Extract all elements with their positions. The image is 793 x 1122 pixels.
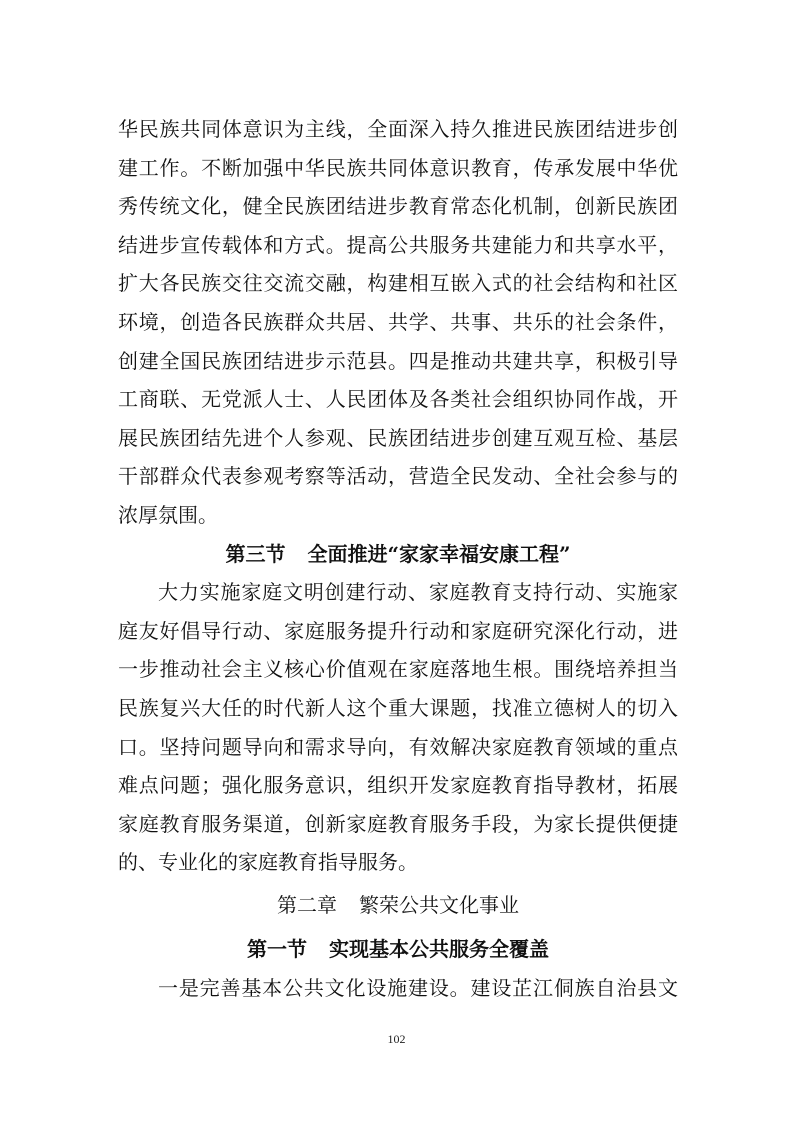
body-paragraph	[118, 573, 678, 882]
text-line: 难点问题；强化服务意识，组织开发家庭教育指导教材，拓展	[118, 773, 678, 798]
text-line: 一是完善基本公共文化设施建设。建设芷江侗族自治县文	[158, 976, 678, 1001]
chapter-title: 繁荣公共文化事业	[359, 892, 519, 917]
section-number: 第三节	[225, 541, 286, 566]
text-line: 大力实施家庭文明创建行动、家庭教育支持行动、实施家	[158, 580, 678, 605]
text-line: 工商联、无党派人士、人民团体及各类社会组织协同作战，开	[118, 387, 678, 412]
text-line: 家庭教育服务渠道，创新家庭教育服务手段，为家长提供便捷	[118, 811, 678, 836]
text-line: 浓厚氛围。	[118, 502, 218, 527]
text-line: 创建全国民族团结进步示范县。四是推动共建共享，积极引导	[118, 348, 678, 373]
text-line: 庭友好倡导行动、家庭服务提升行动和家庭研究深化行动，进	[118, 618, 678, 643]
chapter-heading	[118, 886, 678, 925]
text-line: 民族复兴大任的时代新人这个重大课题，找准立德树人的切入	[118, 695, 678, 720]
body-paragraph	[118, 110, 678, 535]
text-line: 扩大各民族交往交流交融，构建相互嵌入式的社会结构和社区	[118, 271, 678, 296]
section-number: 第一节	[247, 937, 307, 962]
text-line: 干部群众代表参观考察等活动，营造全民发动、全社会参与的	[118, 464, 678, 489]
text-line: 口。坚持问题导向和需求导向，有效解决家庭教育领域的重点	[118, 734, 678, 759]
section-title: 实现基本公共服务全覆盖	[329, 937, 549, 962]
chapter-number: 第二章	[277, 892, 337, 917]
section-heading	[118, 930, 678, 969]
text-line: 秀传统文化，健全民族团结进步教育常态化机制，创新民族团	[118, 194, 678, 219]
page-number: 102	[387, 1032, 406, 1046]
body-paragraph	[118, 969, 678, 1008]
text-line: 的、专业化的家庭教育指导服务。	[118, 850, 418, 875]
page-content	[118, 110, 678, 1008]
section-heading	[118, 535, 678, 574]
text-line: 一步推动社会主义核心价值观在家庭落地生根。围绕培养担当	[118, 657, 678, 682]
text-line: 华民族共同体意识为主线，全面深入持久推进民族团结进步创	[118, 117, 678, 141]
text-line: 展民族团结先进个人参观、民族团结进步创建互观互检、基层	[118, 425, 678, 450]
text-line: 建工作。不断加强中华民族共同体意识教育，传承发展中华优	[118, 155, 678, 180]
text-line: 环境，创造各民族群众共居、共学、共事、共乐的社会条件，	[118, 309, 678, 334]
section-title: 全面推进“家家幸福安康工程”	[307, 541, 571, 566]
text-line: 结进步宣传载体和方式。提高公共服务共建能力和共享水平，	[118, 232, 678, 257]
